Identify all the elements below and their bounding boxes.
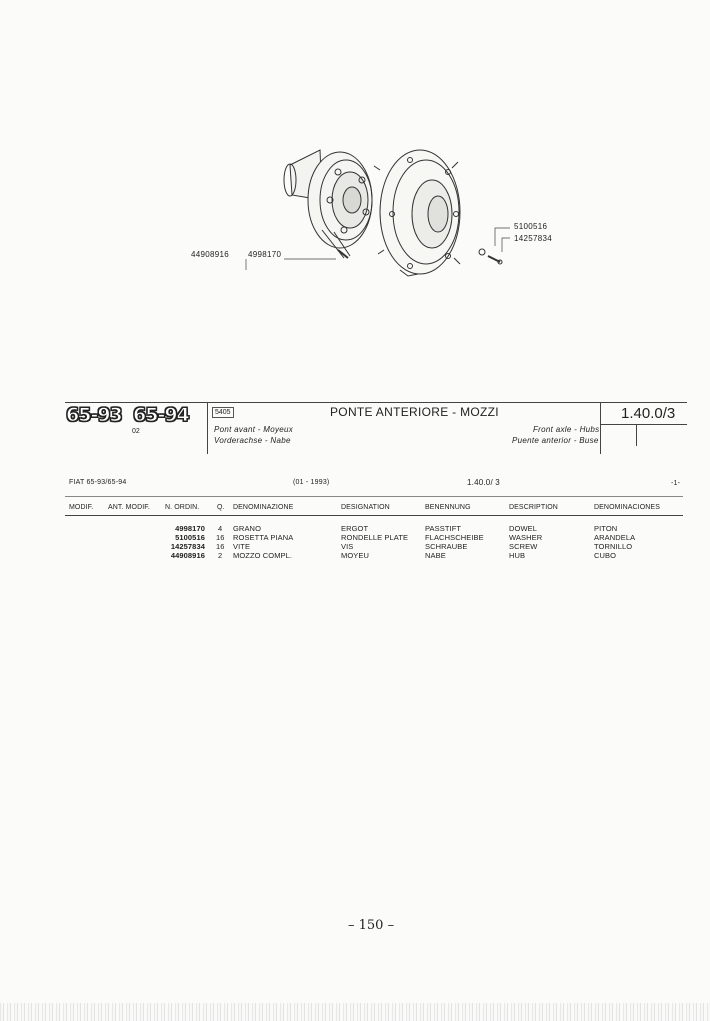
table-row (0, 533, 710, 542)
benennung: PASSTIFT (425, 524, 462, 533)
denominazione: GRANO (233, 524, 262, 533)
denominaciones: PITON (594, 524, 618, 533)
callout-5100516: 5100516 (514, 222, 548, 231)
header-divider-1 (207, 402, 208, 454)
col-modif: MODIF. (69, 504, 94, 511)
hub-left-drawing (284, 150, 372, 258)
part-number: 44908916 (170, 551, 205, 560)
callout-44908916: 44908916 (191, 250, 229, 259)
benennung: SCHRAUBE (425, 542, 468, 551)
leader-14257834 (502, 238, 510, 252)
page-title: PONTE ANTERIORE - MOZZI (330, 405, 499, 419)
col-designation: DESIGNATION (341, 504, 390, 511)
table-row (0, 524, 710, 533)
col-ant-modif: ANT. MODIF. (108, 504, 150, 511)
col-qty: Q. (217, 504, 225, 511)
info-date: (01 - 1993) (293, 479, 330, 486)
description: SCREW (509, 542, 538, 551)
info-model: FIAT 65-93/65-94 (69, 479, 127, 486)
header-divider-2 (600, 402, 601, 454)
description: DOWEL (509, 524, 538, 533)
designation: RONDELLE PLATE (341, 533, 409, 542)
col-n-ordin: N. ORDIN. (165, 504, 200, 511)
table-row (0, 551, 710, 560)
page-number: – 150 – (348, 918, 395, 933)
quantity: 2 (218, 551, 223, 560)
designation: VIS (341, 542, 354, 551)
denominaciones: CUBO (594, 551, 617, 560)
quantity: 4 (218, 524, 223, 533)
header-top-rule (65, 402, 687, 403)
hub-right-drawing (374, 150, 460, 276)
info-rule (65, 496, 683, 497)
model-code: 02 (132, 428, 140, 435)
subtitle-en: Front axle - Hubs (533, 425, 600, 434)
part-number: 5100516 (175, 533, 205, 542)
subtitle-de: Vorderachse - Nabe (214, 436, 291, 445)
table-header-rule (65, 515, 683, 516)
info-page-marker: -1- (671, 480, 681, 487)
description: WASHER (509, 533, 543, 542)
part-number: 4998170 (175, 524, 205, 533)
quantity: 16 (216, 542, 225, 551)
leader-5100516 (495, 228, 510, 246)
designation: ERGOT (341, 524, 369, 533)
benennung: NABE (425, 551, 446, 560)
callout-14257834: 14257834 (514, 234, 552, 243)
model-badge-1: 65-93 (66, 404, 122, 426)
col-benennung: BENENNUNG (425, 504, 471, 511)
exploded-parts-diagram (0, 0, 710, 300)
header-divider-3 (636, 424, 637, 446)
designation: MOYEU (341, 551, 370, 560)
col-description: DESCRIPTION (509, 504, 558, 511)
subtitle-fr: Pont avant - Moyeux (214, 425, 294, 434)
denominazione: ROSETTA PIANA (233, 533, 294, 542)
header-section-rule (600, 424, 687, 425)
denominaciones: ARANDELA (594, 533, 636, 542)
denominazione: MOZZO COMPL. (233, 551, 293, 560)
model-badge-2: 65-94 (133, 404, 189, 426)
benennung: FLACHSCHEIBE (425, 533, 484, 542)
col-denominazione: DENOMINAZIONE (233, 504, 294, 511)
description: HUB (509, 551, 526, 560)
info-section: 1.40.0/ 3 (467, 478, 500, 487)
col-denominaciones: DENOMINACIONES (594, 504, 660, 511)
scan-edge-artifact (0, 1003, 710, 1021)
quantity: 16 (216, 533, 225, 542)
section-number: 1.40.0/3 (621, 405, 676, 422)
ref-code-box: 5405 (212, 407, 234, 418)
part-number: 14257834 (170, 542, 205, 551)
table-row (0, 542, 710, 551)
callout-4998170: 4998170 (248, 250, 282, 259)
screw-washer-drawing (479, 249, 502, 264)
denominaciones: TORNILLO (594, 542, 633, 551)
subtitle-es: Puente anterior - Buse (512, 436, 599, 445)
denominazione: VITE (233, 542, 251, 551)
